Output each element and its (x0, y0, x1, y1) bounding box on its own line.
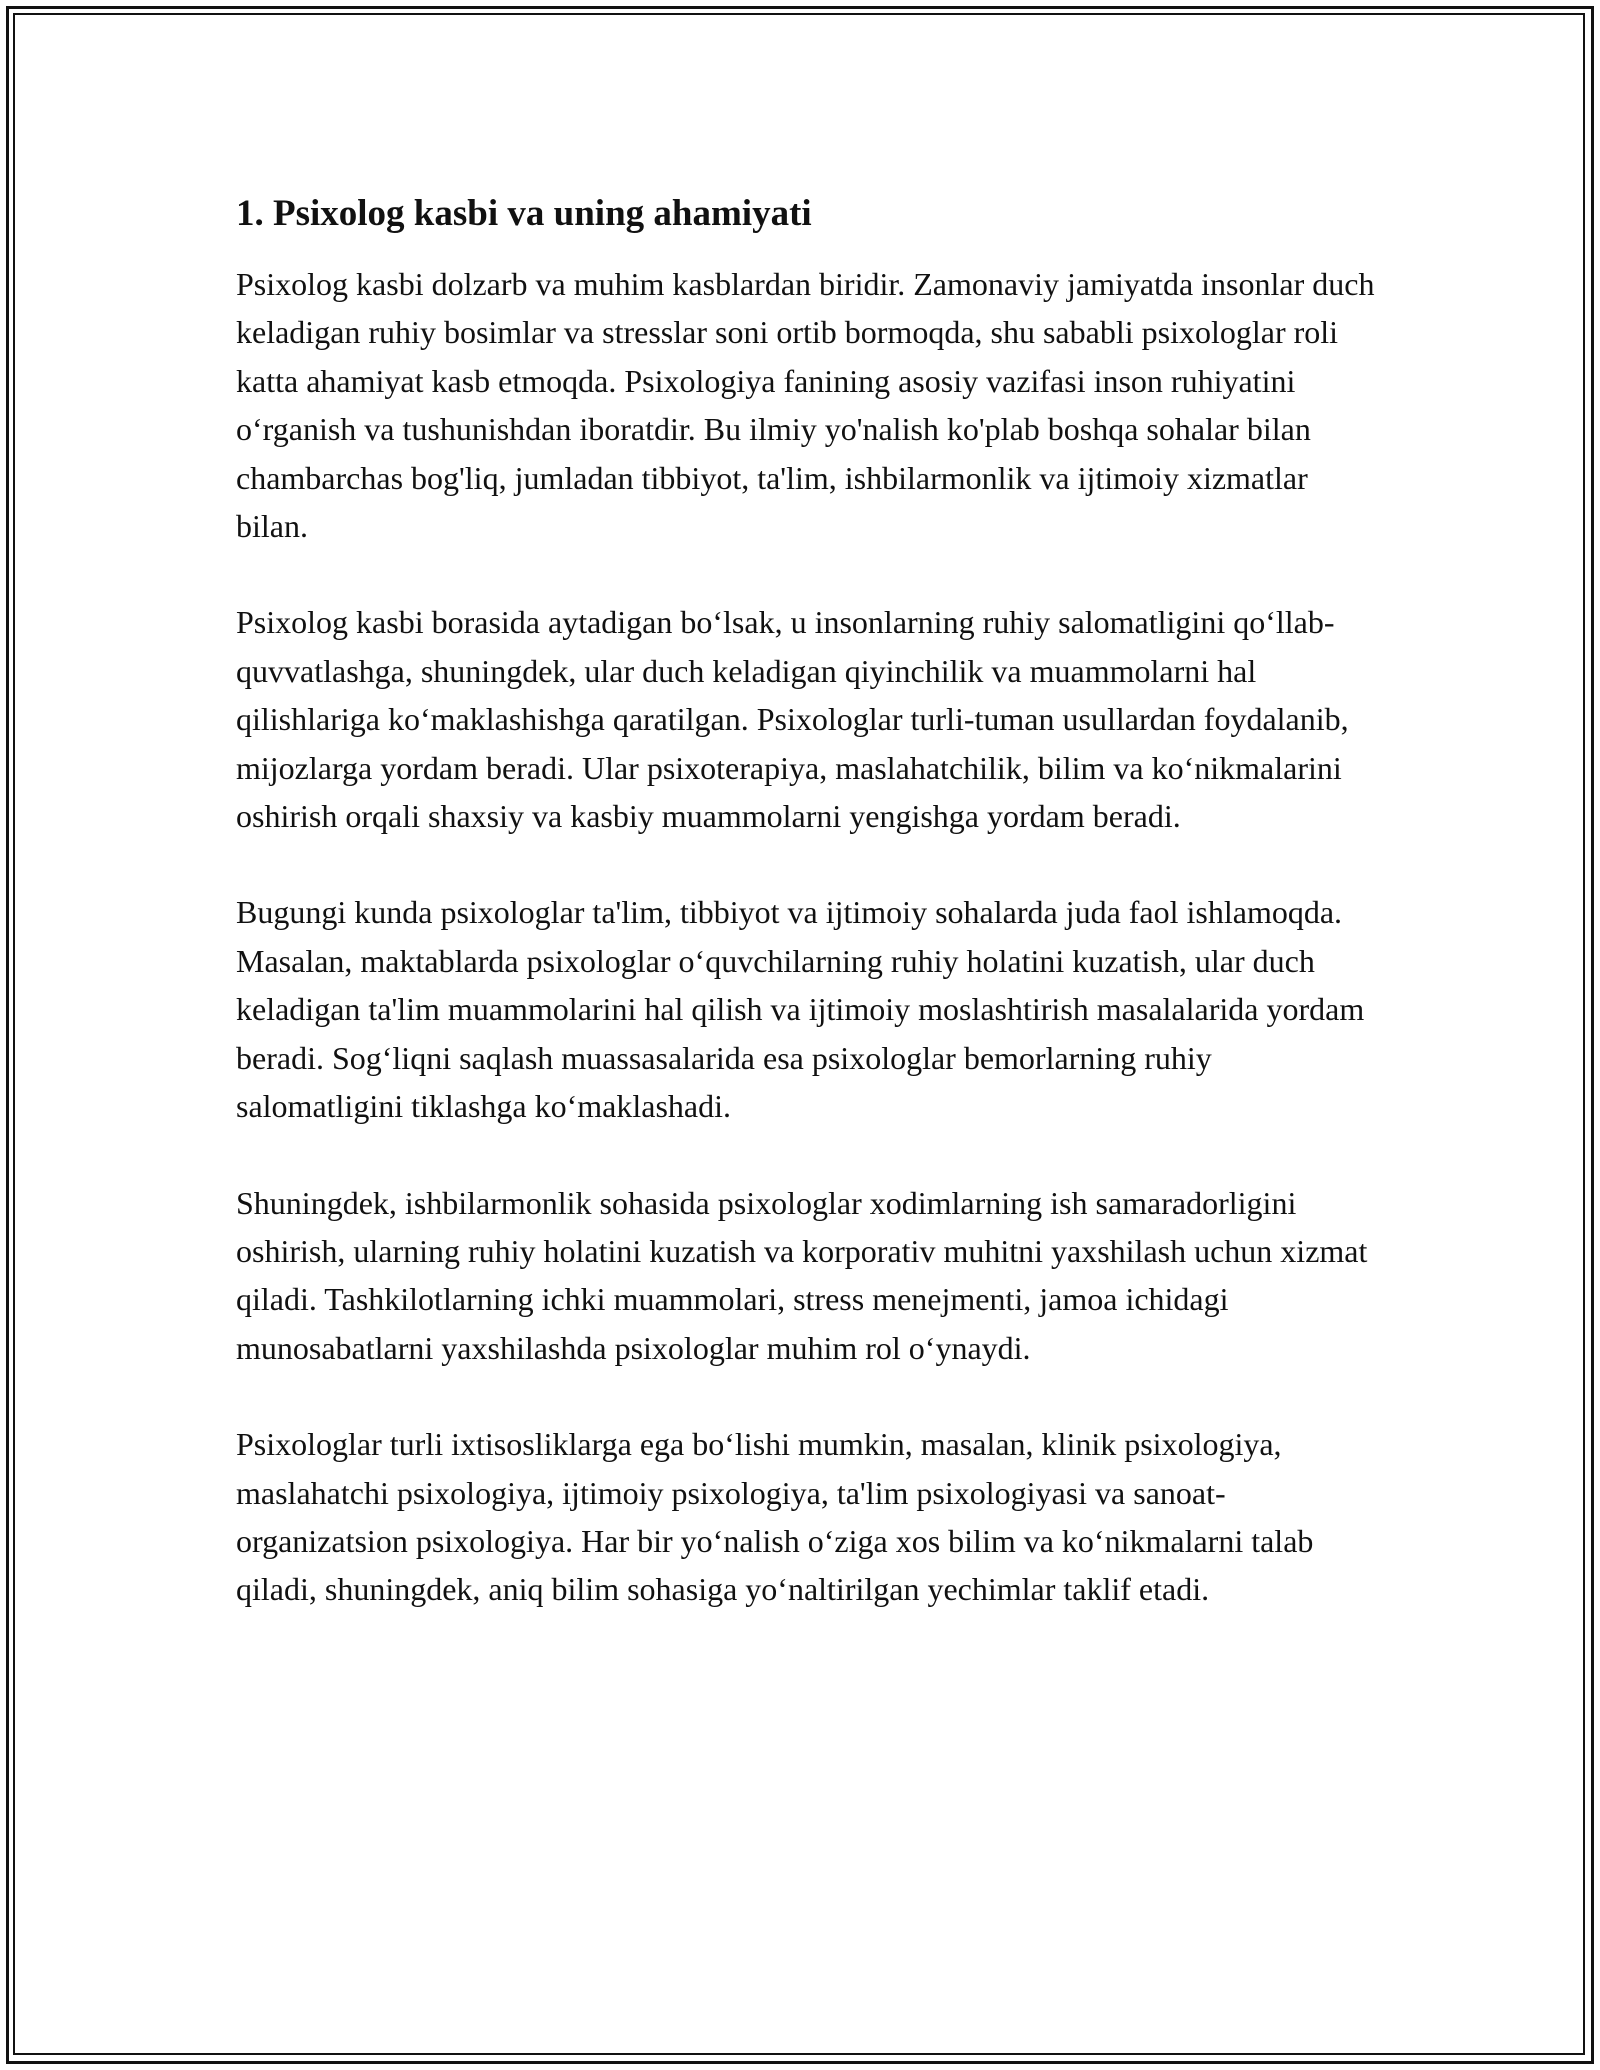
section-heading: 1. Psixolog kasbi va uning ahamiyati (236, 193, 812, 234)
paragraph-4: Shuningdek, ishbilarmonlik sohasida psixologlar xodimlarning ish samaradorligini oshirish, ularning ruhiy holatini kuzatish va korporativ muhitni yaxshilash uchun xizmat qiladi. Tashkilotlarning ichki muammolari, stress menejmenti, jamoa ichidagi munosabatlarni yaxshilashda psixologlar muhim rol o‘ynaydi. (236, 1184, 1368, 1366)
paragraph-3: Bugungi kunda psixologlar ta'lim, tibbiyot va ijtimoiy sohalarda juda faol ishlamoqda. Masalan, maktablarda psixologlar o‘quvchilarning ruhiy holatini kuzatish, ular duch keladigan ta'lim muammolarini hal qilish va ijtimoiy moslashtirish masalalarida yordam beradi. Sog‘liqni saqlash muassasalarida esa psixologlar bemorlarning ruhiy salomatligini tiklashga ko‘maklashadi. (236, 894, 1365, 1125)
paragraph-2: Psixolog kasbi borasida aytadigan bo‘lsak, u insonlarning ruhiy salomatligini qo‘llab-quvvatlashga, shuningdek, ular duch keladigan qiyinchilik va muammolarni hal qilishlariga ko‘maklashishga qaratilgan. Psixologlar turli-tuman usullardan foydalanib, mijozlarga yordam beradi. Ular psixoterapiya, maslahatchilik, bilim va ko‘nikmalarini oshirish orqali shaxsiy va kasbiy muammolarni yengishga yordam beradi. (236, 604, 1349, 835)
document-body (236, 190, 1376, 1662)
paragraph-5: Psixologlar turli ixtisosliklarga ega bo‘lishi mumkin, masalan, klinik psixologiya, maslahatchi psixologiya, ijtimoiy psixologiya, ta'lim psixologiyasi va sanoat-organizatsion psixologiya. Har bir yo‘nalish o‘ziga xos bilim va ko‘nikmalarni talab qiladi, shuningdek, aniq bilim sohasiga yo‘naltirilgan yechimlar taklif etadi. (236, 1426, 1314, 1608)
paragraph-1: Psixolog kasbi dolzarb va muhim kasblardan biridir. Zamonaviy jamiyatda insonlar duch keladigan ruhiy bosimlar va stresslar soni ortib bormoqda, shu sababli psixologlar roli katta ahamiyat kasb etmoqda. Psixologiya fanining asosiy vazifasi inson ruhiyatini o‘rganish va tushunishdan iboratdir. Bu ilmiy yo'nalish ko'plab boshqa sohalar bilan chambarchas bog'liq, jumladan tibbiyot, ta'lim, ishbilarmonlik va ijtimoiy xizmatlar bilan. (236, 266, 1375, 545)
